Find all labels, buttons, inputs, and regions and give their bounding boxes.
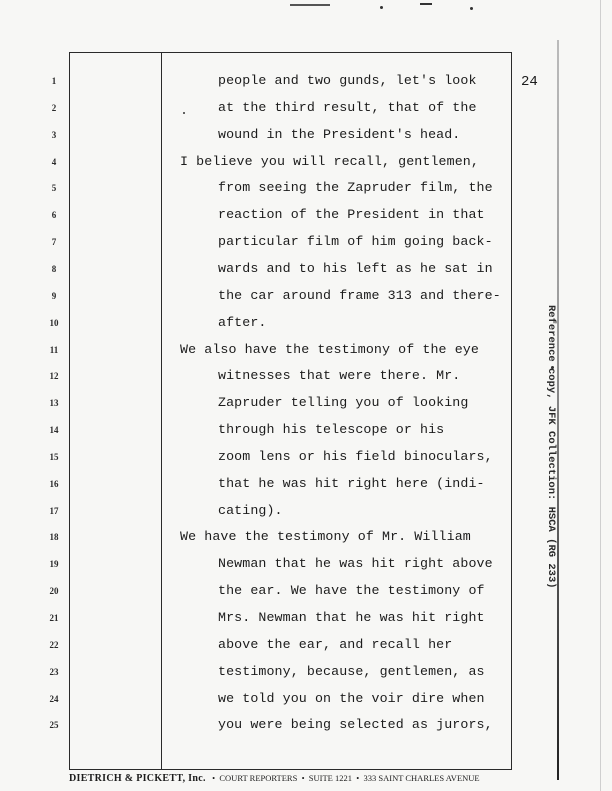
line-number: 9 <box>51 290 57 301</box>
line-number: 12 <box>49 371 59 382</box>
transcript-line: above the ear, and recall her <box>218 636 453 652</box>
line-number: 7 <box>51 237 57 248</box>
page-number: 24 <box>521 74 538 90</box>
line-number: 4 <box>51 156 57 167</box>
transcript-line: testimony, because, gentlemen, as <box>218 663 485 679</box>
line-number: 6 <box>51 210 57 221</box>
transcript-line: the ear. We have the testimony of <box>218 583 485 599</box>
line-number: 2 <box>51 102 57 113</box>
transcript-line: cating). <box>218 502 283 518</box>
line-number: 22 <box>49 639 59 650</box>
transcript-line: at the third result, that of the <box>218 99 477 115</box>
transcript-line: wards and to his left as he sat in <box>218 260 493 276</box>
firm-name: DIETRICH & PICKETT, Inc. <box>69 773 206 784</box>
line-number: 15 <box>49 451 59 462</box>
transcript-line: particular film of him going back- <box>218 234 493 250</box>
transcript-line: We have the testimony of Mr. William <box>180 529 471 545</box>
transcript-line: reaction of the President in that <box>218 207 485 223</box>
firm-suite: SUITE 1221 <box>308 773 353 783</box>
transcript-line: that he was hit right here (indi- <box>218 475 485 491</box>
collection-stamp: Reference copy, JFK Collection: HSCA (RG 233) <box>545 305 557 589</box>
line-number: 1 <box>51 76 57 86</box>
left-margin-rule <box>161 53 162 769</box>
transcript-line: zoom lens or his field binoculars, <box>218 448 493 464</box>
line-number: 3 <box>51 129 57 140</box>
line-number: 5 <box>51 183 57 194</box>
line-number: 13 <box>49 398 59 409</box>
firm-role: COURT REPORTERS <box>219 773 298 783</box>
court-reporter-footer <box>69 773 510 784</box>
line-number: 23 <box>49 666 59 677</box>
footer-bullet: • <box>301 773 305 783</box>
transcript-line: witnesses that were there. Mr. <box>218 368 461 384</box>
firm-address: 333 SAINT CHARLES AVENUE <box>363 773 480 783</box>
line-number: 16 <box>49 478 59 489</box>
transcript-line: I believe you will recall, gentlemen, <box>180 153 479 169</box>
scan-edge-line <box>600 0 601 791</box>
scan-top-marks <box>270 0 500 14</box>
transcript-line: Newman that he was hit right above <box>218 556 493 572</box>
transcript-line: you were being selected as jurors, <box>218 717 493 733</box>
footer-bullet: • <box>212 773 216 783</box>
line-number: 24 <box>49 693 59 704</box>
transcript-line: through his telescope or his <box>218 422 445 438</box>
line-number: 10 <box>49 317 59 328</box>
transcript-line: from seeing the Zapruder film, the <box>218 180 493 196</box>
stray-mark <box>183 112 185 114</box>
line-number: 25 <box>49 720 59 731</box>
line-number: 11 <box>49 344 59 355</box>
line-number: 18 <box>49 532 59 543</box>
line-number: 19 <box>49 559 59 570</box>
line-number: 20 <box>49 586 59 597</box>
transcript-line: wound in the President's head. <box>218 126 461 142</box>
transcript-line: We also have the testimony of the eye <box>180 341 479 357</box>
transcript-line: people and two gunds, let's look <box>218 73 477 88</box>
line-number: 21 <box>49 613 59 623</box>
transcript-line: Zapruder telling you of looking <box>218 395 469 411</box>
footer-bullet: • <box>356 773 360 783</box>
transcript-line: the car around frame 313 and there- <box>218 287 501 303</box>
line-number: 14 <box>49 425 59 436</box>
line-number: 8 <box>51 263 57 274</box>
line-number: 17 <box>49 505 59 516</box>
transcript-line: we told you on the voir dire when <box>218 690 485 706</box>
scan-edge-shadow <box>557 40 559 780</box>
transcript-line: after. <box>218 314 267 330</box>
transcript-line: Mrs. Newman that he was hit right <box>218 610 485 625</box>
